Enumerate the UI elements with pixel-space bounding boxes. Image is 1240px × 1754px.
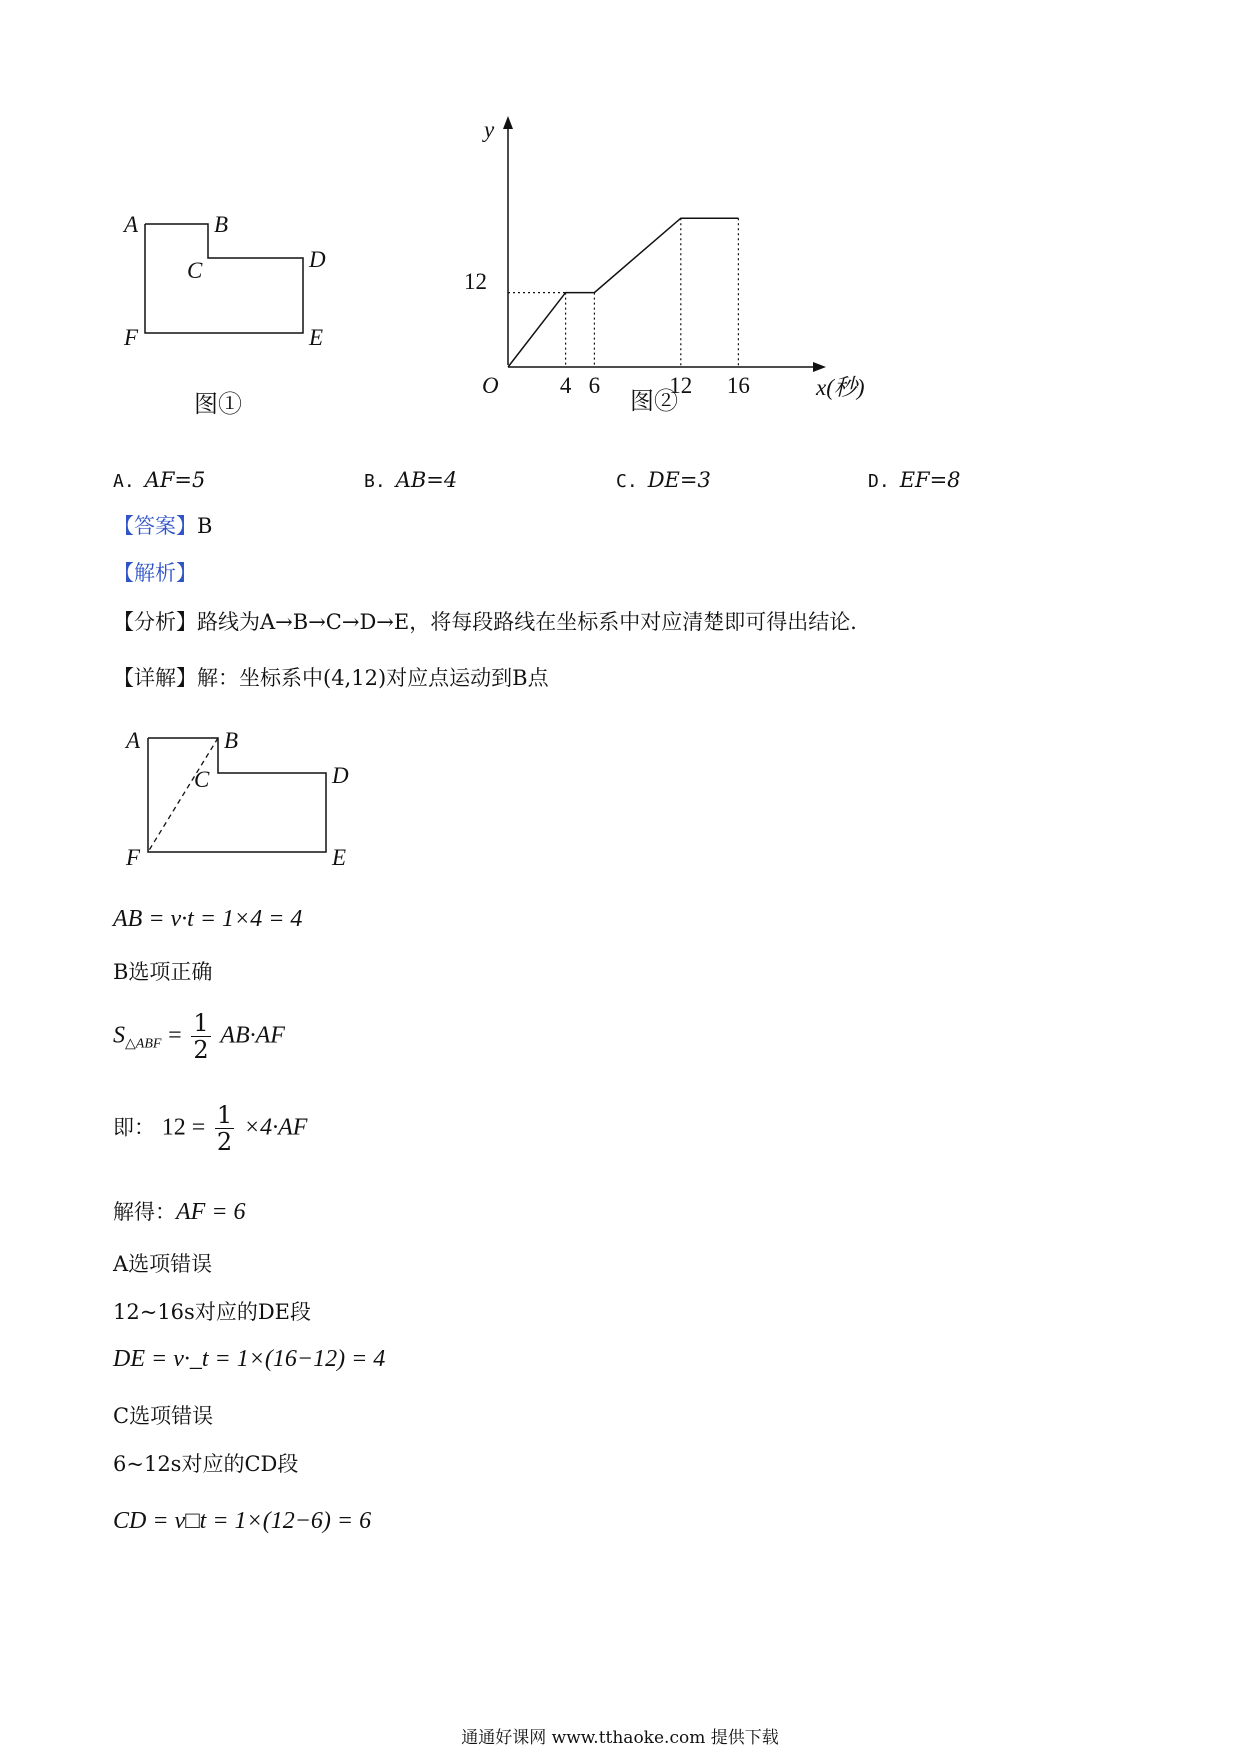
option-a-key: A. bbox=[113, 471, 135, 492]
fig1-caption: 图① bbox=[194, 392, 242, 418]
figure-3-outline bbox=[148, 738, 326, 852]
ji-fraction-num: 1 bbox=[216, 1101, 233, 1129]
answer-value: B bbox=[197, 514, 213, 538]
x-tick-6: 6 bbox=[588, 373, 601, 398]
answer-label: 【答案】 bbox=[113, 514, 197, 538]
option-d-text: EF=8 bbox=[899, 468, 961, 492]
b-correct: B选项正确 bbox=[113, 960, 213, 984]
fig3-label-e: E bbox=[332, 845, 347, 870]
x-axis-arrow bbox=[813, 362, 826, 372]
de-desc: 12~16s对应的DE段 bbox=[113, 1300, 311, 1324]
figure-1-outline bbox=[145, 224, 303, 333]
fig3-label-d: D bbox=[332, 763, 349, 788]
cd-formula: CD = v□t = 1×(12−6) = 6 bbox=[113, 1508, 372, 1534]
figure-1 bbox=[110, 200, 350, 440]
fig1-label-e: E bbox=[309, 325, 324, 350]
area-formula bbox=[113, 1010, 285, 1064]
ji-label: 即： bbox=[113, 1115, 155, 1140]
graph-line bbox=[508, 218, 738, 367]
fig3-label-f: F bbox=[126, 845, 141, 870]
ab-formula: AB = v·t = 1×4 = 4 bbox=[113, 906, 303, 932]
area-rhs: AB·AF bbox=[220, 1022, 285, 1049]
ji-lhs: 12 = bbox=[161, 1114, 206, 1141]
area-subscript: △ABF bbox=[125, 1036, 162, 1052]
xiangjie-text: 解：坐标系中(4,12)对应点运动到B点 bbox=[197, 666, 549, 690]
xiangjie-line bbox=[113, 662, 549, 692]
fig1-label-f: F bbox=[124, 325, 139, 350]
axis-y-label: y bbox=[484, 117, 495, 142]
fraction-num: 1 bbox=[193, 1009, 209, 1037]
fenxi-line bbox=[113, 606, 871, 636]
area-s: S bbox=[113, 1022, 125, 1049]
ji-line bbox=[113, 1102, 307, 1156]
option-d bbox=[868, 468, 961, 492]
ji-fraction-den: 2 bbox=[216, 1128, 233, 1157]
option-b bbox=[364, 468, 457, 492]
y-tick-12: 12 bbox=[464, 269, 487, 294]
fig1-label-c: C bbox=[187, 258, 203, 283]
fig2-caption: 图② bbox=[630, 389, 678, 415]
x-tick-12: 12 bbox=[669, 373, 693, 398]
ji-fraction bbox=[215, 1102, 234, 1156]
fenxi-text: 路线为A→B→C→D→E，将每段路线在坐标系中对应清楚即可得出结论． bbox=[197, 610, 872, 634]
answer-line bbox=[113, 510, 212, 540]
option-b-text: AB=4 bbox=[395, 468, 458, 492]
option-a bbox=[113, 468, 205, 492]
analysis-label: 【解析】 bbox=[113, 561, 197, 585]
de-formula: DE = v·_t = 1×(16−12) = 4 bbox=[113, 1346, 386, 1372]
cd-desc: 6~12s对应的CD段 bbox=[113, 1452, 299, 1476]
option-c-key: C. bbox=[616, 471, 638, 492]
y-axis-arrow bbox=[503, 116, 513, 129]
option-a-text: AF=5 bbox=[144, 468, 206, 492]
fig1-label-a: A bbox=[124, 212, 139, 237]
fig3-label-b: B bbox=[224, 728, 239, 753]
area-eq: = bbox=[168, 1022, 182, 1049]
c-wrong: C选项错误 bbox=[113, 1404, 214, 1428]
jiede-value: AF = 6 bbox=[176, 1199, 246, 1225]
fraction-half bbox=[191, 1010, 210, 1064]
x-tick-16: 16 bbox=[726, 373, 750, 398]
option-c bbox=[616, 468, 711, 492]
jiede-line bbox=[113, 1196, 246, 1226]
xiangjie-label: 【详解】 bbox=[113, 666, 197, 690]
jiede-label: 解得： bbox=[113, 1200, 176, 1224]
option-d-key: D. bbox=[868, 471, 890, 492]
fenxi-label: 【分析】 bbox=[113, 610, 197, 634]
fig1-label-b: B bbox=[214, 212, 229, 237]
option-b-key: B. bbox=[364, 471, 386, 492]
fig1-label-d: D bbox=[309, 247, 326, 272]
fraction-den: 2 bbox=[193, 1036, 209, 1065]
figure-2-graph bbox=[460, 115, 880, 435]
figure-3-diagonal-bf bbox=[148, 738, 218, 852]
x-tick-4: 4 bbox=[559, 373, 572, 398]
origin-label: O bbox=[482, 373, 499, 398]
figure-3 bbox=[110, 725, 370, 875]
a-wrong: A选项错误 bbox=[113, 1252, 213, 1276]
fig3-label-a: A bbox=[126, 728, 141, 753]
option-c-text: DE=3 bbox=[647, 468, 711, 492]
ji-rhs: ×4·AF bbox=[243, 1114, 308, 1141]
axis-x-label: x(秒) bbox=[816, 375, 865, 400]
fig3-label-c: C bbox=[194, 767, 210, 792]
footer: 通通好课网 www.tthaoke.com 提供下载 bbox=[461, 1728, 779, 1748]
